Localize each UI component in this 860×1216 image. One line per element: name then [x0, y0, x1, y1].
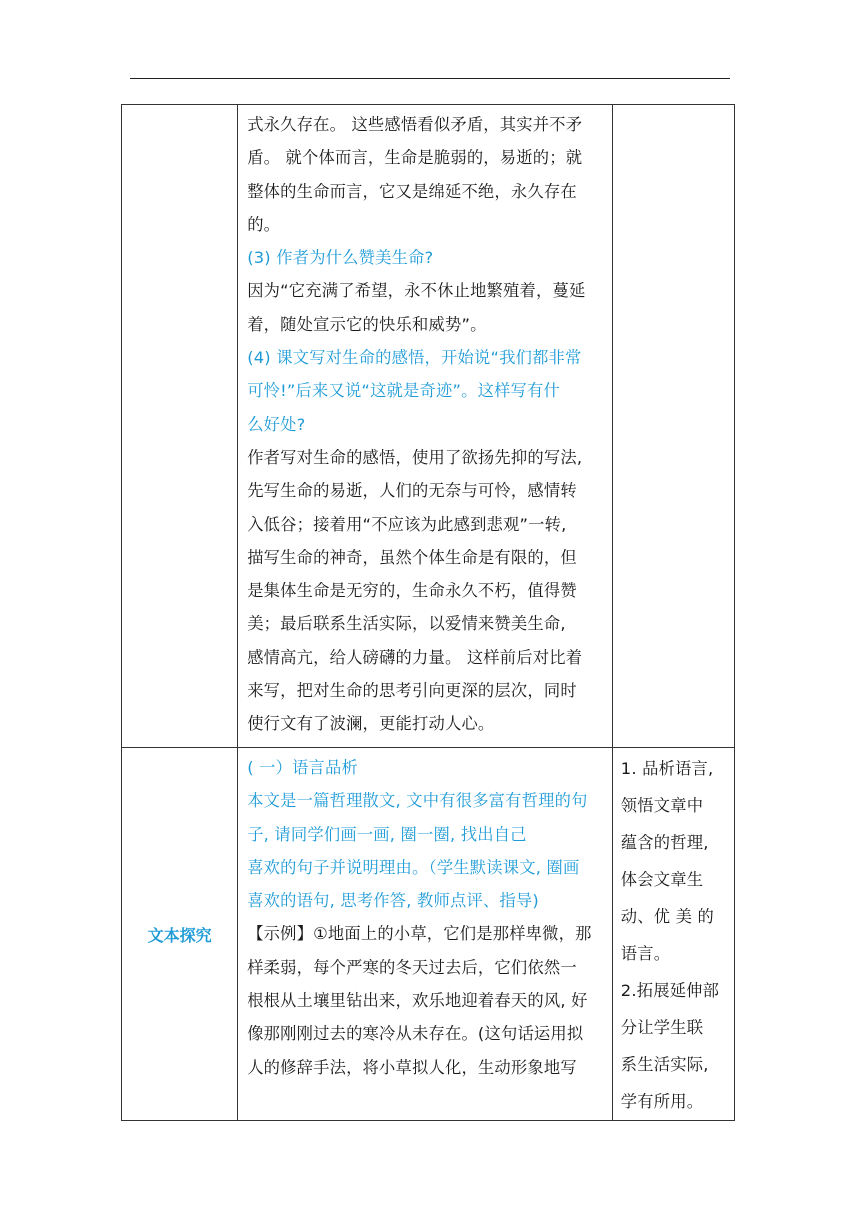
- question-line: 么好处?: [247, 414, 306, 434]
- text-line: 美；最后联系生活实际，以爱情来赞美生命,: [247, 614, 566, 634]
- text-line: 样柔弱，每个严寒的冬天过去后，它们依然一: [247, 957, 577, 977]
- text-line: 的。: [247, 214, 281, 234]
- goal-line: 2.拓展延伸部: [620, 981, 720, 1000]
- text-line: 人的修辞手法，将小草拟人化，生动形象地写: [247, 1057, 577, 1077]
- content-cell: [238, 748, 613, 1121]
- goals-text-block: [613, 748, 734, 1120]
- goal-line: 1. 品析语言,: [620, 759, 714, 778]
- question-line: ( 一）语言品析: [247, 758, 359, 777]
- text-line: 整体的生命而言，它又是绵延不绝，永久存在: [247, 181, 577, 201]
- goal-line: 语言。: [620, 944, 671, 963]
- text-line: 盾。 就个体而言，生命是脆弱的，易逝的；就: [247, 148, 583, 168]
- text-line: 描写生命的神奇，虽然个体生命是有限的，但: [247, 547, 577, 567]
- section-label: 文本探究: [147, 925, 212, 945]
- goal-line: 学有所用。: [620, 1092, 704, 1111]
- goal-line: 体会文章生: [620, 870, 704, 889]
- text-line: 【示例】①地面上的小草，它们是那样卑微，那: [247, 924, 592, 944]
- question-line: 喜欢的句子并说明理由。（学生默读课文, 圈画: [247, 857, 580, 877]
- question-line: 可怜!”后来又说“这就是奇迹”。这样写有什: [247, 381, 561, 401]
- header-rule: [130, 78, 730, 79]
- text-line: 使行文有了波澜，更能打动人心。: [247, 714, 495, 734]
- goals-cell: [612, 105, 734, 748]
- question-line: 子, 请同学们画一画, 圈一圈, 找出自己: [247, 824, 527, 844]
- goal-line: 蕴含的哲理,: [620, 833, 709, 852]
- question-line: 本文是一篇哲理散文, 文中有很多富有哲理的句: [247, 791, 588, 811]
- goal-line: 分让学生联: [620, 1018, 704, 1037]
- text-line: 式永久存在。 这些感悟看似矛盾，其实并不矛: [247, 115, 583, 134]
- text-line: 着，随处宣示它的快乐和威势”。: [247, 314, 487, 334]
- question-line: (4) 课文写对生命的感悟，开始说“我们都非常: [247, 348, 582, 368]
- goal-line: 领悟文章中: [620, 796, 704, 815]
- text-line: 作者写对生命的感悟，使用了欲扬先抑的写法,: [247, 447, 583, 467]
- text-line: 是集体生命是无穷的，生命永久不朽，值得赞: [247, 581, 577, 601]
- table-row: [122, 105, 735, 748]
- goal-line: 系生活实际,: [620, 1055, 709, 1074]
- text-line: 先写生命的易逝，人们的无奈与可怜，感情转: [247, 481, 577, 501]
- text-line: 根根从土壤里钻出来，欢乐地迎着春天的风, 好: [247, 991, 588, 1011]
- text-line: 入低谷；接着用“不应该为此感到悲观”一转,: [247, 514, 567, 534]
- text-line: 来写，把对生命的思考引向更深的层次，同时: [247, 681, 577, 701]
- content-text-block: [238, 748, 612, 1084]
- goal-line: 动、优 美 的: [620, 907, 714, 926]
- text-line: 因为“它充满了希望，永不休止地繁殖着，蔓延: [247, 281, 586, 301]
- text-line: 像那刚刚过去的寒冷从未存在。(这句话运用拟: [247, 1024, 584, 1044]
- content-cell: [238, 105, 613, 748]
- content-text-block: [238, 105, 612, 741]
- question-line: 喜欢的语句, 思考作答, 教师点评、指导): [247, 891, 539, 911]
- section-label-cell: [122, 748, 238, 1121]
- goals-cell: [612, 748, 734, 1121]
- question-line: (3) 作者为什么赞美生命?: [247, 248, 434, 268]
- lesson-plan-table: [121, 104, 735, 1121]
- section-label-cell: [122, 105, 238, 748]
- text-line: 感情高亢，给人磅礴的力量。 这样前后对比着: [247, 647, 583, 667]
- table-row: [122, 748, 735, 1121]
